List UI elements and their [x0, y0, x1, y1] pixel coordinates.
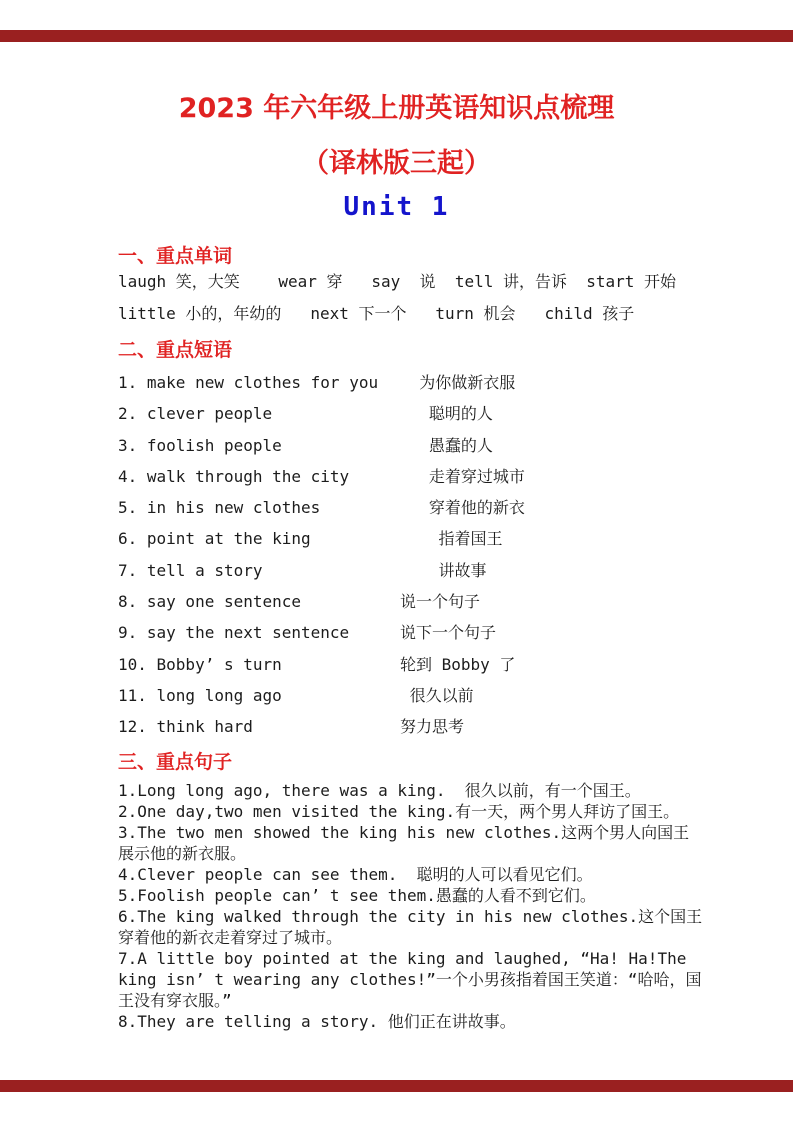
- phrase-row: [118, 404, 738, 423]
- sentence-item: 8.They are telling a story. 他们正在讲故事。: [118, 1012, 516, 1031]
- phrase-chinese: 讲故事: [400, 560, 487, 580]
- phrase-english: 8. say one sentence: [118, 592, 302, 612]
- section-heading-key-sentences: 三、重点句子: [118, 751, 233, 773]
- bottom-border-bar: [0, 1080, 793, 1092]
- top-border-bar: [0, 30, 793, 42]
- phrase-row: [118, 686, 738, 705]
- phrase-row: [118, 623, 738, 642]
- phrase-row: [118, 561, 738, 580]
- page-title: 2023 年六年级上册英语知识点梳理: [178, 93, 615, 124]
- phrase-english: 12. think hard: [118, 717, 253, 737]
- phrase-english: 5. in his new clothes: [118, 498, 321, 518]
- phrase-chinese: 努力思考: [400, 717, 465, 737]
- phrase-english: 6. point at the king: [118, 529, 311, 549]
- phrase-english: 4. walk through the city: [118, 466, 350, 486]
- phrase-english: 11. long long ago: [118, 685, 282, 705]
- phrase-row: [118, 498, 738, 517]
- sentence-item: 7.A little boy pointed at the king and laughed, “Ha! Ha!The king isn’ t wearing any clothes!”一个小男孩指着国王笑道：“哈哈，国王没有穿衣服。”: [118, 949, 702, 1010]
- sentence-item: 4.Clever people can see them. 聪明的人可以看见它们。: [118, 865, 593, 884]
- phrase-chinese: 指着国王: [400, 529, 503, 549]
- phrase-row: [118, 467, 738, 486]
- phrase-row: [118, 373, 738, 392]
- phrase-english: 10. Bobby’ s turn: [118, 654, 282, 674]
- phrase-chinese: 愚蠢的人: [400, 435, 493, 455]
- phrase-chinese: 说下一个句子: [400, 623, 497, 643]
- phrase-list: [118, 373, 738, 737]
- phrase-chinese: 穿着他的新衣: [400, 498, 525, 518]
- phrase-chinese: 为你做新衣服: [400, 373, 516, 392]
- phrase-chinese: 轮到 Bobby 了: [400, 654, 516, 674]
- section-heading-key-phrases: 二、重点短语: [118, 339, 233, 361]
- sentence-item: 5.Foolish people can’ t see them.愚蠢的人看不到它们。: [118, 886, 596, 905]
- phrase-row: [118, 717, 738, 736]
- phrase-english: 3. foolish people: [118, 435, 282, 455]
- phrase-english: 1. make new clothes for you: [118, 373, 379, 392]
- sentence-list: [118, 780, 704, 1032]
- phrase-chinese: 说一个句子: [400, 592, 481, 612]
- sentence-item: 6.The king walked through the city in his new clothes.这个国王穿着他的新衣走着穿过了城市。: [118, 907, 703, 947]
- unit-title: Unit 1: [343, 192, 450, 222]
- phrase-english: 2. clever people: [118, 404, 273, 424]
- phrase-chinese: 很久以前: [400, 685, 474, 705]
- phrase-chinese: 聪明的人: [400, 404, 493, 424]
- word-list-line: little 小的，年幼的 next 下一个 turn 机会 child 孩子: [118, 304, 635, 323]
- page-subtitle: （译林版三起）: [302, 148, 491, 179]
- section-heading-key-words: 一、重点单词: [118, 245, 233, 267]
- phrase-row: [118, 655, 738, 674]
- sentence-item: 2.One day,two men visited the king.有一天，两个男人拜访了国王。: [118, 802, 680, 821]
- sentence-item: 1.Long long ago, there was a king. 很久以前，有一个国王。: [118, 781, 641, 800]
- phrase-row: [118, 436, 738, 455]
- sentence-item: 3.The two men showed the king his new clothes.这两个男人向国王展示他的新衣服。: [118, 823, 690, 863]
- word-list-line: laugh 笑，大笑 wear 穿 say 说 tell 讲，告诉 start 开始: [118, 272, 677, 291]
- phrase-english: 7. tell a story: [118, 560, 263, 580]
- phrase-english: 9. say the next sentence: [118, 623, 350, 643]
- phrase-row: [118, 529, 738, 548]
- phrase-row: [118, 592, 738, 611]
- phrase-chinese: 走着穿过城市: [400, 466, 525, 486]
